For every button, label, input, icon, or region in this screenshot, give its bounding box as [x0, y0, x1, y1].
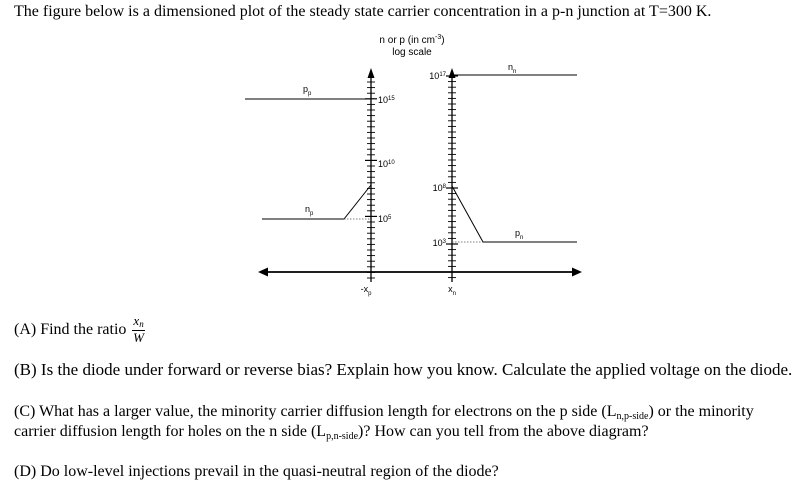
question-b: (B) Is the diode under forward or reverse bias? Explain how you know. Calculate the applied voltage on the diode.: [14, 360, 793, 379]
intro-text: The figure below is a dimensioned plot of the steady state carrier concentration in a p-n junction at T=300 K.: [14, 3, 712, 20]
x-axis-right-arrow: [572, 268, 582, 277]
right-vertical-axis: [446, 68, 458, 282]
np-curve: [262, 185, 371, 219]
ratio-fraction: [132, 315, 144, 344]
left-tick-label-1e5: $10^5$: [378, 214, 392, 224]
label-xn: $x_n$: [448, 284, 456, 297]
x-axis-left-arrow: [258, 268, 268, 277]
ratio-denominator: W: [133, 330, 144, 345]
label-pp: $p_p$: [303, 84, 312, 97]
ratio-numerator: $x_n$: [133, 313, 144, 329]
left-tick-label-1e15: $10^{15}$: [378, 95, 395, 105]
label-np: $n_p$: [305, 204, 314, 217]
label-nn: $n_n$: [508, 62, 517, 75]
carrier-curves: [245, 75, 577, 242]
yaxis-title-line1: n or p (in $cm^{-3}$): [379, 34, 445, 46]
right-tick-label-1e17: $10^{17}$: [429, 71, 446, 81]
right-tick-label-1e8: $10^8$: [432, 183, 446, 193]
question-d: (D) Do low-level injections prevail in the quasi-neutral region of the diode?: [14, 463, 499, 480]
x-axis: [258, 268, 582, 277]
label-neg-xp: $-x_p$: [360, 284, 372, 297]
question-c: (C) What has a larger value, the minority carrier diffusion length for electrons on the p side $(L_{n,p-side})$ or the minority carrier diffusion length for holes on the n side $(L_{p,n-side})$? How can you tell from the above diagram?: [14, 403, 754, 442]
left-tick-label-1e10: $10^{10}$: [378, 159, 395, 169]
left-axis-arrow: [368, 68, 375, 78]
label-pn: $p_n$: [515, 228, 524, 241]
right-tick-label-1e3: $10^3$: [432, 238, 446, 248]
left-vertical-axis: [365, 68, 377, 282]
question-a-text: (A) Find the ratio: [14, 321, 127, 338]
yaxis-title-line2: log scale: [392, 47, 432, 58]
question-a: [14, 315, 797, 344]
